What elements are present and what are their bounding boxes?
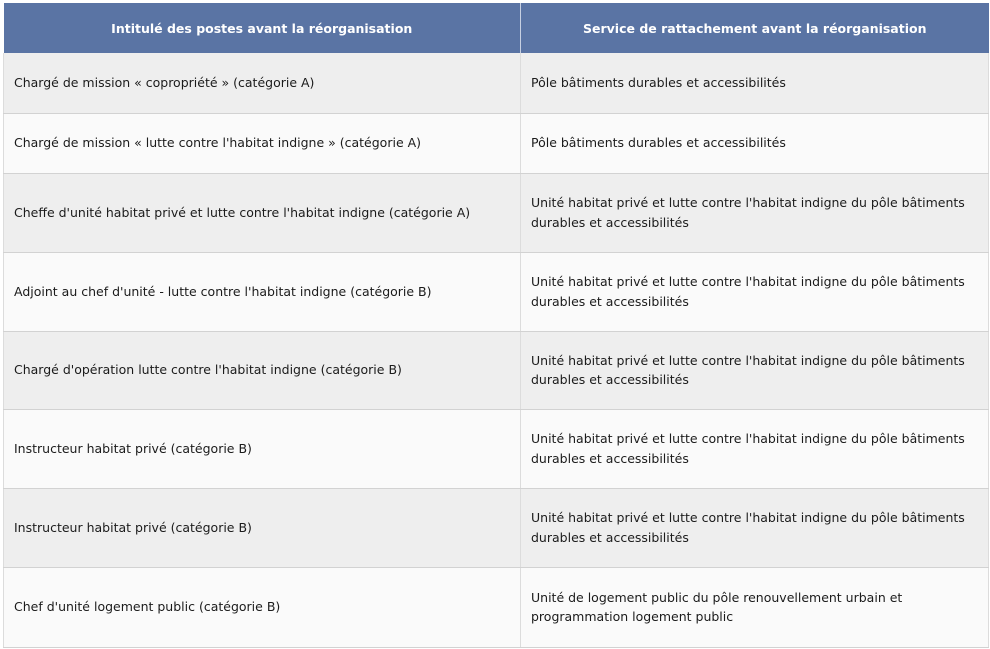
table-header <box>4 3 989 53</box>
table-row <box>4 113 989 173</box>
table-row <box>4 173 989 252</box>
table-row <box>4 567 989 647</box>
cell-job-title: Adjoint au chef d'unité - lutte contre l'habitat indigne (catégorie B) <box>4 252 521 331</box>
cell-service: Unité habitat privé et lutte contre l'habitat indigne du pôle bâtiments durables et accessibilités <box>521 331 989 409</box>
table-row <box>4 331 989 409</box>
cell-service: Unité habitat privé et lutte contre l'habitat indigne du pôle bâtiments durables et accessibilités <box>521 252 989 331</box>
reorganisation-table-container <box>3 3 988 648</box>
cell-service: Pôle bâtiments durables et accessibilités <box>521 113 989 173</box>
cell-job-title: Instructeur habitat privé (catégorie B) <box>4 409 521 488</box>
cell-service: Unité de logement public du pôle renouvellement urbain et programmation logement public <box>521 567 989 647</box>
table-row <box>4 488 989 567</box>
table-row <box>4 252 989 331</box>
header-service: Service de rattachement avant la réorganisation <box>521 3 989 53</box>
header-row <box>4 3 989 53</box>
reorganisation-table <box>3 3 989 648</box>
cell-job-title: Chargé de mission « copropriété » (catégorie A) <box>4 53 521 113</box>
cell-service: Unité habitat privé et lutte contre l'habitat indigne du pôle bâtiments durables et accessibilités <box>521 409 989 488</box>
table-row <box>4 409 989 488</box>
cell-service: Pôle bâtiments durables et accessibilités <box>521 53 989 113</box>
cell-job-title: Chef d'unité logement public (catégorie B) <box>4 567 521 647</box>
cell-job-title: Cheffe d'unité habitat privé et lutte contre l'habitat indigne (catégorie A) <box>4 173 521 252</box>
cell-job-title: Chargé d'opération lutte contre l'habitat indigne (catégorie B) <box>4 331 521 409</box>
cell-service: Unité habitat privé et lutte contre l'habitat indigne du pôle bâtiments durables et accessibilités <box>521 488 989 567</box>
cell-job-title: Chargé de mission « lutte contre l'habitat indigne » (catégorie A) <box>4 113 521 173</box>
header-job-title: Intitulé des postes avant la réorganisation <box>4 3 521 53</box>
table-body <box>4 53 989 647</box>
table-row <box>4 53 989 113</box>
cell-job-title: Instructeur habitat privé (catégorie B) <box>4 488 521 567</box>
cell-service: Unité habitat privé et lutte contre l'habitat indigne du pôle bâtiments durables et accessibilités <box>521 173 989 252</box>
